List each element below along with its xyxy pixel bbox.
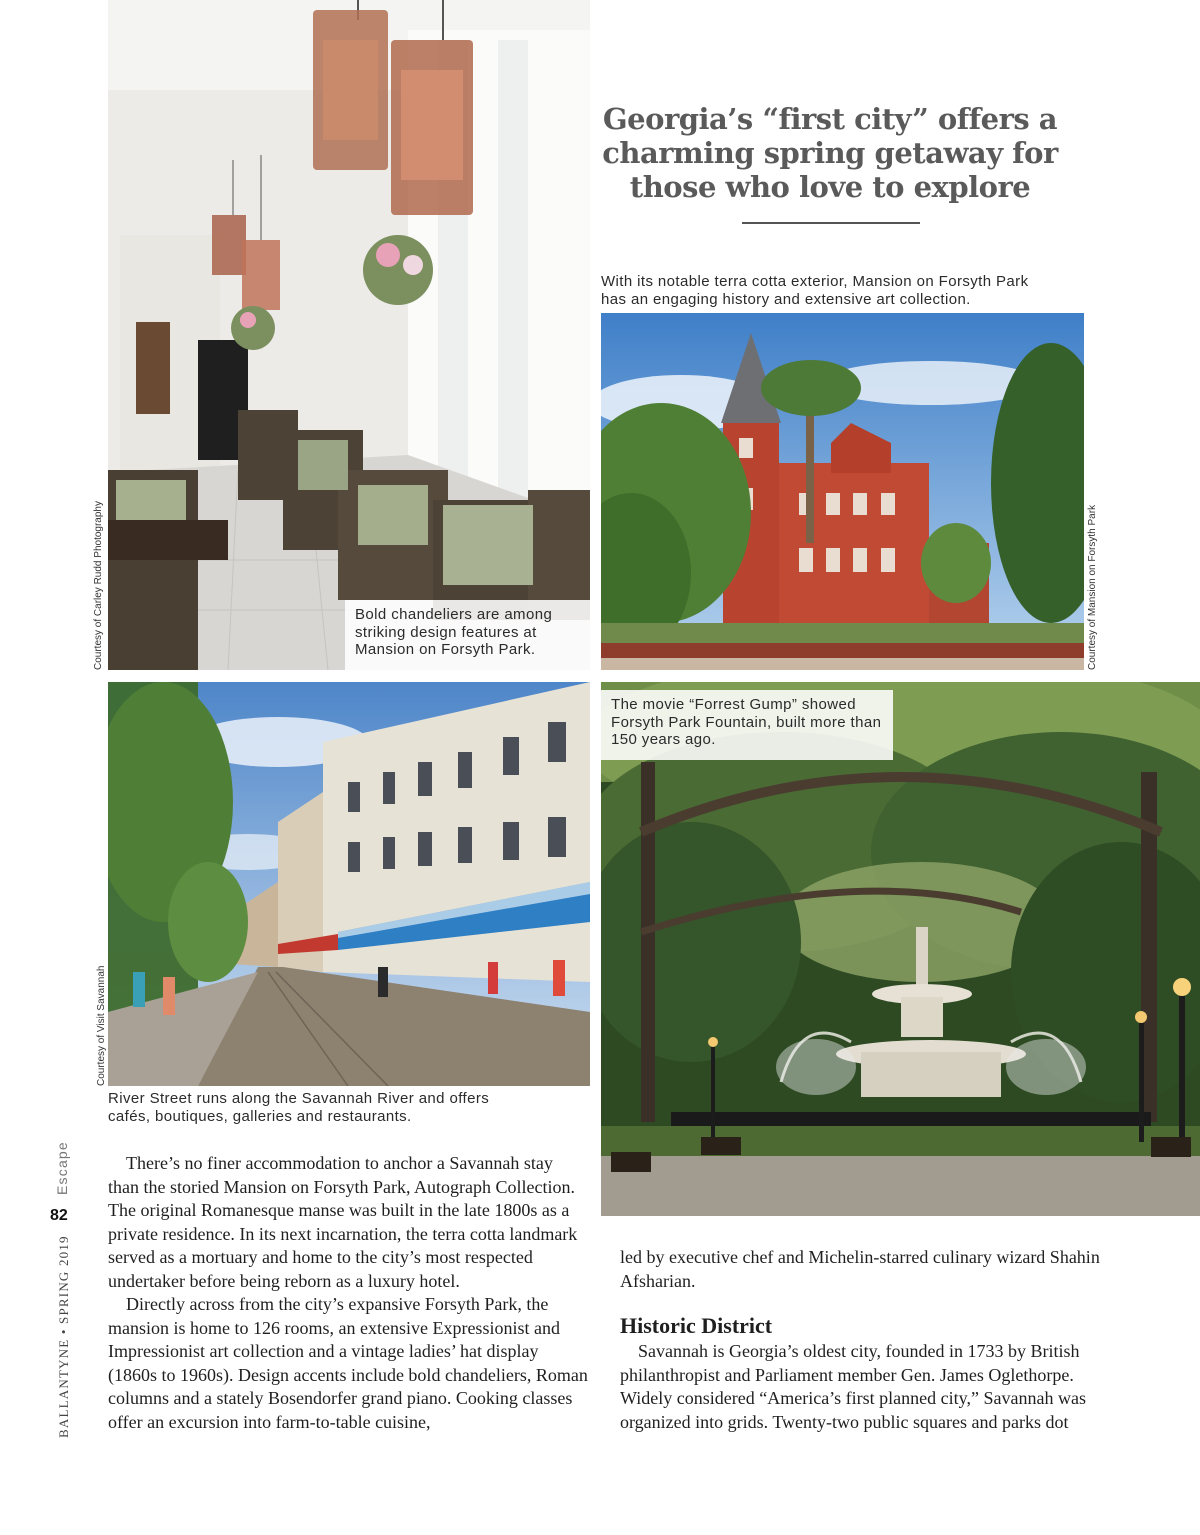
photo-river-street	[108, 682, 590, 1086]
caption-chandeliers: Bold chandeliers are among striking design features at Mansion on Forsyth Park.	[345, 600, 590, 670]
photo-interior-dining	[108, 0, 590, 670]
body-right-paragraph-2: Savannah is Georgia’s oldest city, founded in 1733 by British philanthropist and Parliament member Gen. James Oglethorpe. Widely considered “America’s first planned city,” Savannah was organized into grids. Twenty-two public squares and parks dot	[620, 1341, 1086, 1432]
issue-line	[56, 1235, 72, 1438]
body-right-column-2	[620, 1340, 1100, 1434]
credit-interior: Courtesy of Carley Rudd Photography	[93, 501, 104, 670]
body-left-paragraph-1: There’s no finer accommodation to anchor a Savannah stay than the storied Mansion on Forsyth Park, Autograph Collection. The original Romanesque manse was built in the late 1800s as a private residence. In its next incarnation, the terra cotta landmark served as a mortuary and home to the city’s most respected undertaker before being reborn as a luxury hotel.	[108, 1153, 578, 1291]
issue-date: SPRING 2019	[56, 1235, 71, 1324]
body-left-paragraph-2: Directly across from the city’s expansive Forsyth Park, the mansion is home to 126 rooms, an extensive Expressionist and Impressionist art collection and a vintage ladies’ hat display (1860s to 1960s). Design accents include bold chandeliers, Roman columns and a stately Bosendorfer grand piano. Cooking classes offer an excursion into farm-to-table cuisine,	[108, 1294, 588, 1432]
folio-bullet: •	[56, 1328, 71, 1335]
body-right-paragraph-1: led by executive chef and Michelin-starred culinary wizard Shahin Afsharian.	[620, 1247, 1100, 1291]
photo-mansion-exterior	[601, 313, 1084, 670]
credit-river-street: Courtesy of Visit Savannah	[96, 965, 107, 1086]
caption-river-street: River Street runs along the Savannah River and offers cafés, boutiques, galleries and restaurants.	[108, 1090, 490, 1125]
magazine-name: BALLANTYNE	[56, 1338, 71, 1438]
body-right-column	[620, 1246, 1100, 1293]
body-left-column	[108, 1152, 588, 1434]
page-number: 82	[50, 1207, 68, 1224]
caption-mansion-exterior: With its notable terra cotta exterior, Mansion on Forsyth Park has an engaging history and extensive art collection.	[601, 273, 1029, 308]
credit-mansion: Courtesy of Mansion on Forsyth Park	[1087, 504, 1098, 670]
photo-forsyth-fountain	[601, 682, 1200, 1216]
subhead-historic-district: Historic District	[620, 1313, 773, 1338]
headline: Georgia’s “first city” offers a charming spring getaway for those who love to explore	[602, 102, 1058, 204]
section-label: Escape	[54, 1141, 70, 1195]
caption-forrest-gump: The movie “Forrest Gump” showed Forsyth Park Fountain, built more than 150 years ago.	[601, 690, 893, 760]
headline-rule	[742, 222, 920, 224]
